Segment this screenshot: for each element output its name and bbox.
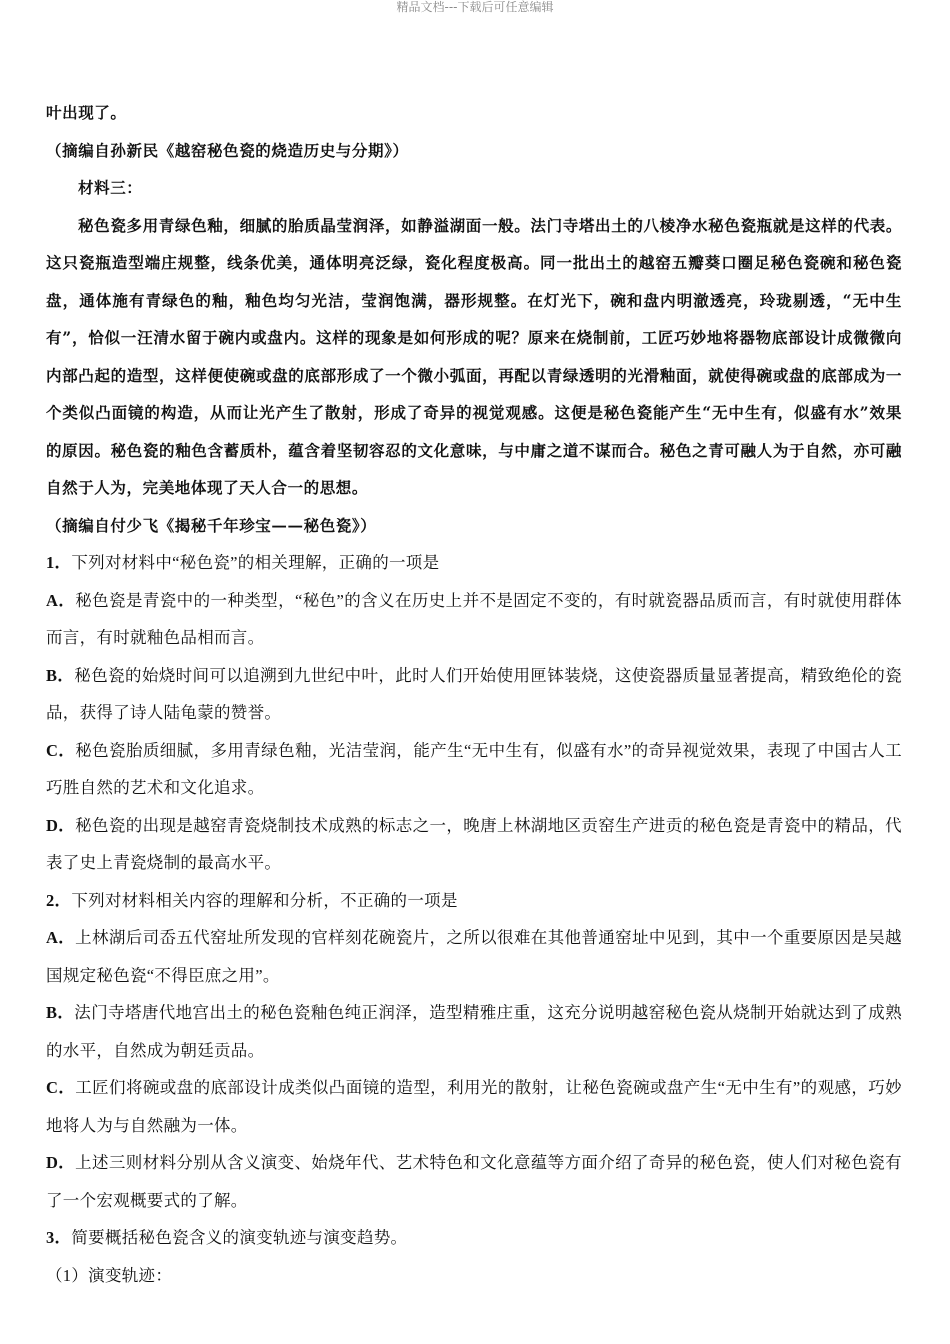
option-label: B． <box>46 1003 75 1022</box>
option-text: 上林湖后司岙五代窑址所发现的官样刻花碗瓷片，之所以很难在其他普通窑址中见到，其中一个重要原因是吴越国规定秘色瓷“不得臣庶之用”。 <box>46 928 902 985</box>
option-text: 秘色瓷的始烧时间可以追溯到九世纪中叶，此时人们开始使用匣钵装烧，这使瓷器质量显著提高，精致绝伦的瓷品，获得了诗人陆龟蒙的赞誉。 <box>46 665 902 722</box>
question-number: 3． <box>46 1228 72 1247</box>
option-text: 工匠们将碗或盘的底部设计成类似凸面镜的造型，利用光的散射，让秘色瓷碗或盘产生“无中生有”的观感，巧妙地将人为与自然融为一体。 <box>46 1078 902 1135</box>
question-2-option-d <box>46 1144 902 1219</box>
question-number: 1． <box>46 553 72 572</box>
question-3-stem <box>46 1219 902 1257</box>
question-1-option-c <box>46 732 902 807</box>
option-label: A． <box>46 590 76 610</box>
material2-source: （摘编自孙新民《越窑秘色瓷的烧造历史与分期》） <box>46 140 409 160</box>
question-2-option-c <box>46 1069 902 1144</box>
option-label: C． <box>46 740 76 760</box>
material3-heading: 材料三： <box>78 178 143 197</box>
option-text: 秘色瓷的出现是越窑青瓷烧制技术成熟的标志之一，晚唐上林湖地区贡窑生产进贡的秘色瓷是青瓷中的精品，代表了史上青瓷烧制的最高水平。 <box>46 815 902 872</box>
option-text: 法门寺塔唐代地宫出土的秘色瓷釉色纯正润泽，造型精雅庄重，这充分说明越窑秘色瓷从烧制开始就达到了成熟的水平，自然成为朝廷贡品。 <box>46 1003 902 1060</box>
option-text: 秘色瓷是青瓷中的一种类型，“秘色”的含义在历史上并不是固定不变的，有时就瓷器品质而言，有时就使用群体而言，有时就釉色品相而言。 <box>46 590 902 647</box>
option-label: D． <box>46 1153 76 1172</box>
question-stem-text: 简要概括秘色瓷含义的演变轨迹与演变趋势。 <box>71 1228 408 1247</box>
option-label: D． <box>46 815 76 835</box>
question-2-option-a <box>46 919 902 994</box>
question-1-option-a <box>46 582 902 657</box>
option-label: C． <box>46 1078 76 1097</box>
question-2-option-b <box>46 994 902 1069</box>
material3-source: （摘编自付少飞《揭秘千年珍宝——秘色瓷》） <box>46 515 377 535</box>
option-text: 秘色瓷胎质细腻，多用青绿色釉，光洁莹润，能产生“无中生有，似盛有水”的奇异视觉效果，表现了中国古人工巧胜自然的艺术和文化追求。 <box>46 740 902 797</box>
question-1-option-b <box>46 657 902 732</box>
question-1-option-d <box>46 807 902 882</box>
question-2-stem <box>46 882 902 920</box>
option-text: 上述三则材料分别从含义演变、始烧年代、艺术特色和文化意蕴等方面介绍了奇异的秘色瓷，使人们对秘色瓷有了一个宏观概要式的了解。 <box>46 1153 902 1210</box>
document-body <box>46 94 902 1294</box>
question-3-sub-1: （1）演变轨迹： <box>46 1265 173 1285</box>
question-stem-text: 下列对材料相关内容的理解和分析，不正确的一项是 <box>71 890 458 910</box>
question-1-stem <box>46 544 902 582</box>
material3-body: 秘色瓷多用青绿色釉，细腻的胎质晶莹润泽，如静溢湖面一般。法门寺塔出土的八棱净水秘色瓷瓶就是这样的代表。这只瓷瓶造型端庄规整，线条优美，通体明亮泛绿，瓷化程度极高。同一批出土的越窑五瓣葵口圈足秘色瓷碗和秘色瓷盘，通体施有青绿色的釉，釉色均匀光洁，莹润饱满，器形规整。在灯光下，碗和盘内明澈透亮，玲珑剔透，“无中生有”，恰似一汪清水留于碗内或盘内。这样的现象是如何形成的呢？原来在烧制前，工匠巧妙地将器物底部设计成微微向内部凸起的造型，这样便使碗或盘的底部形成了一个微小弧面，再配以青绿透明的光滑釉面，就使得碗或盘的底部成为一个类似凸面镜的构造，从而让光产生了散射，形成了奇异的视觉观感。这便是秘色瓷能产生“无中生有，似盛有水”效果的原因。秘色瓷的釉色含蓄质朴，蕴含着坚韧容忍的文化意味，与中庸之道不谋而合。秘色之青可融人为于自然，亦可融自然于人为，完美地体现了天人合一的思想。 <box>46 215 902 497</box>
material2-tail: 叶出现了。 <box>46 103 127 122</box>
question-number: 2． <box>46 890 72 910</box>
option-label: B． <box>46 665 75 685</box>
option-label: A． <box>46 928 76 947</box>
question-stem-text: 下列对材料中“秘色瓷”的相关理解，正确的一项是 <box>71 553 440 572</box>
page-header: 精品文档---下载后可任意编辑 <box>396 0 554 14</box>
